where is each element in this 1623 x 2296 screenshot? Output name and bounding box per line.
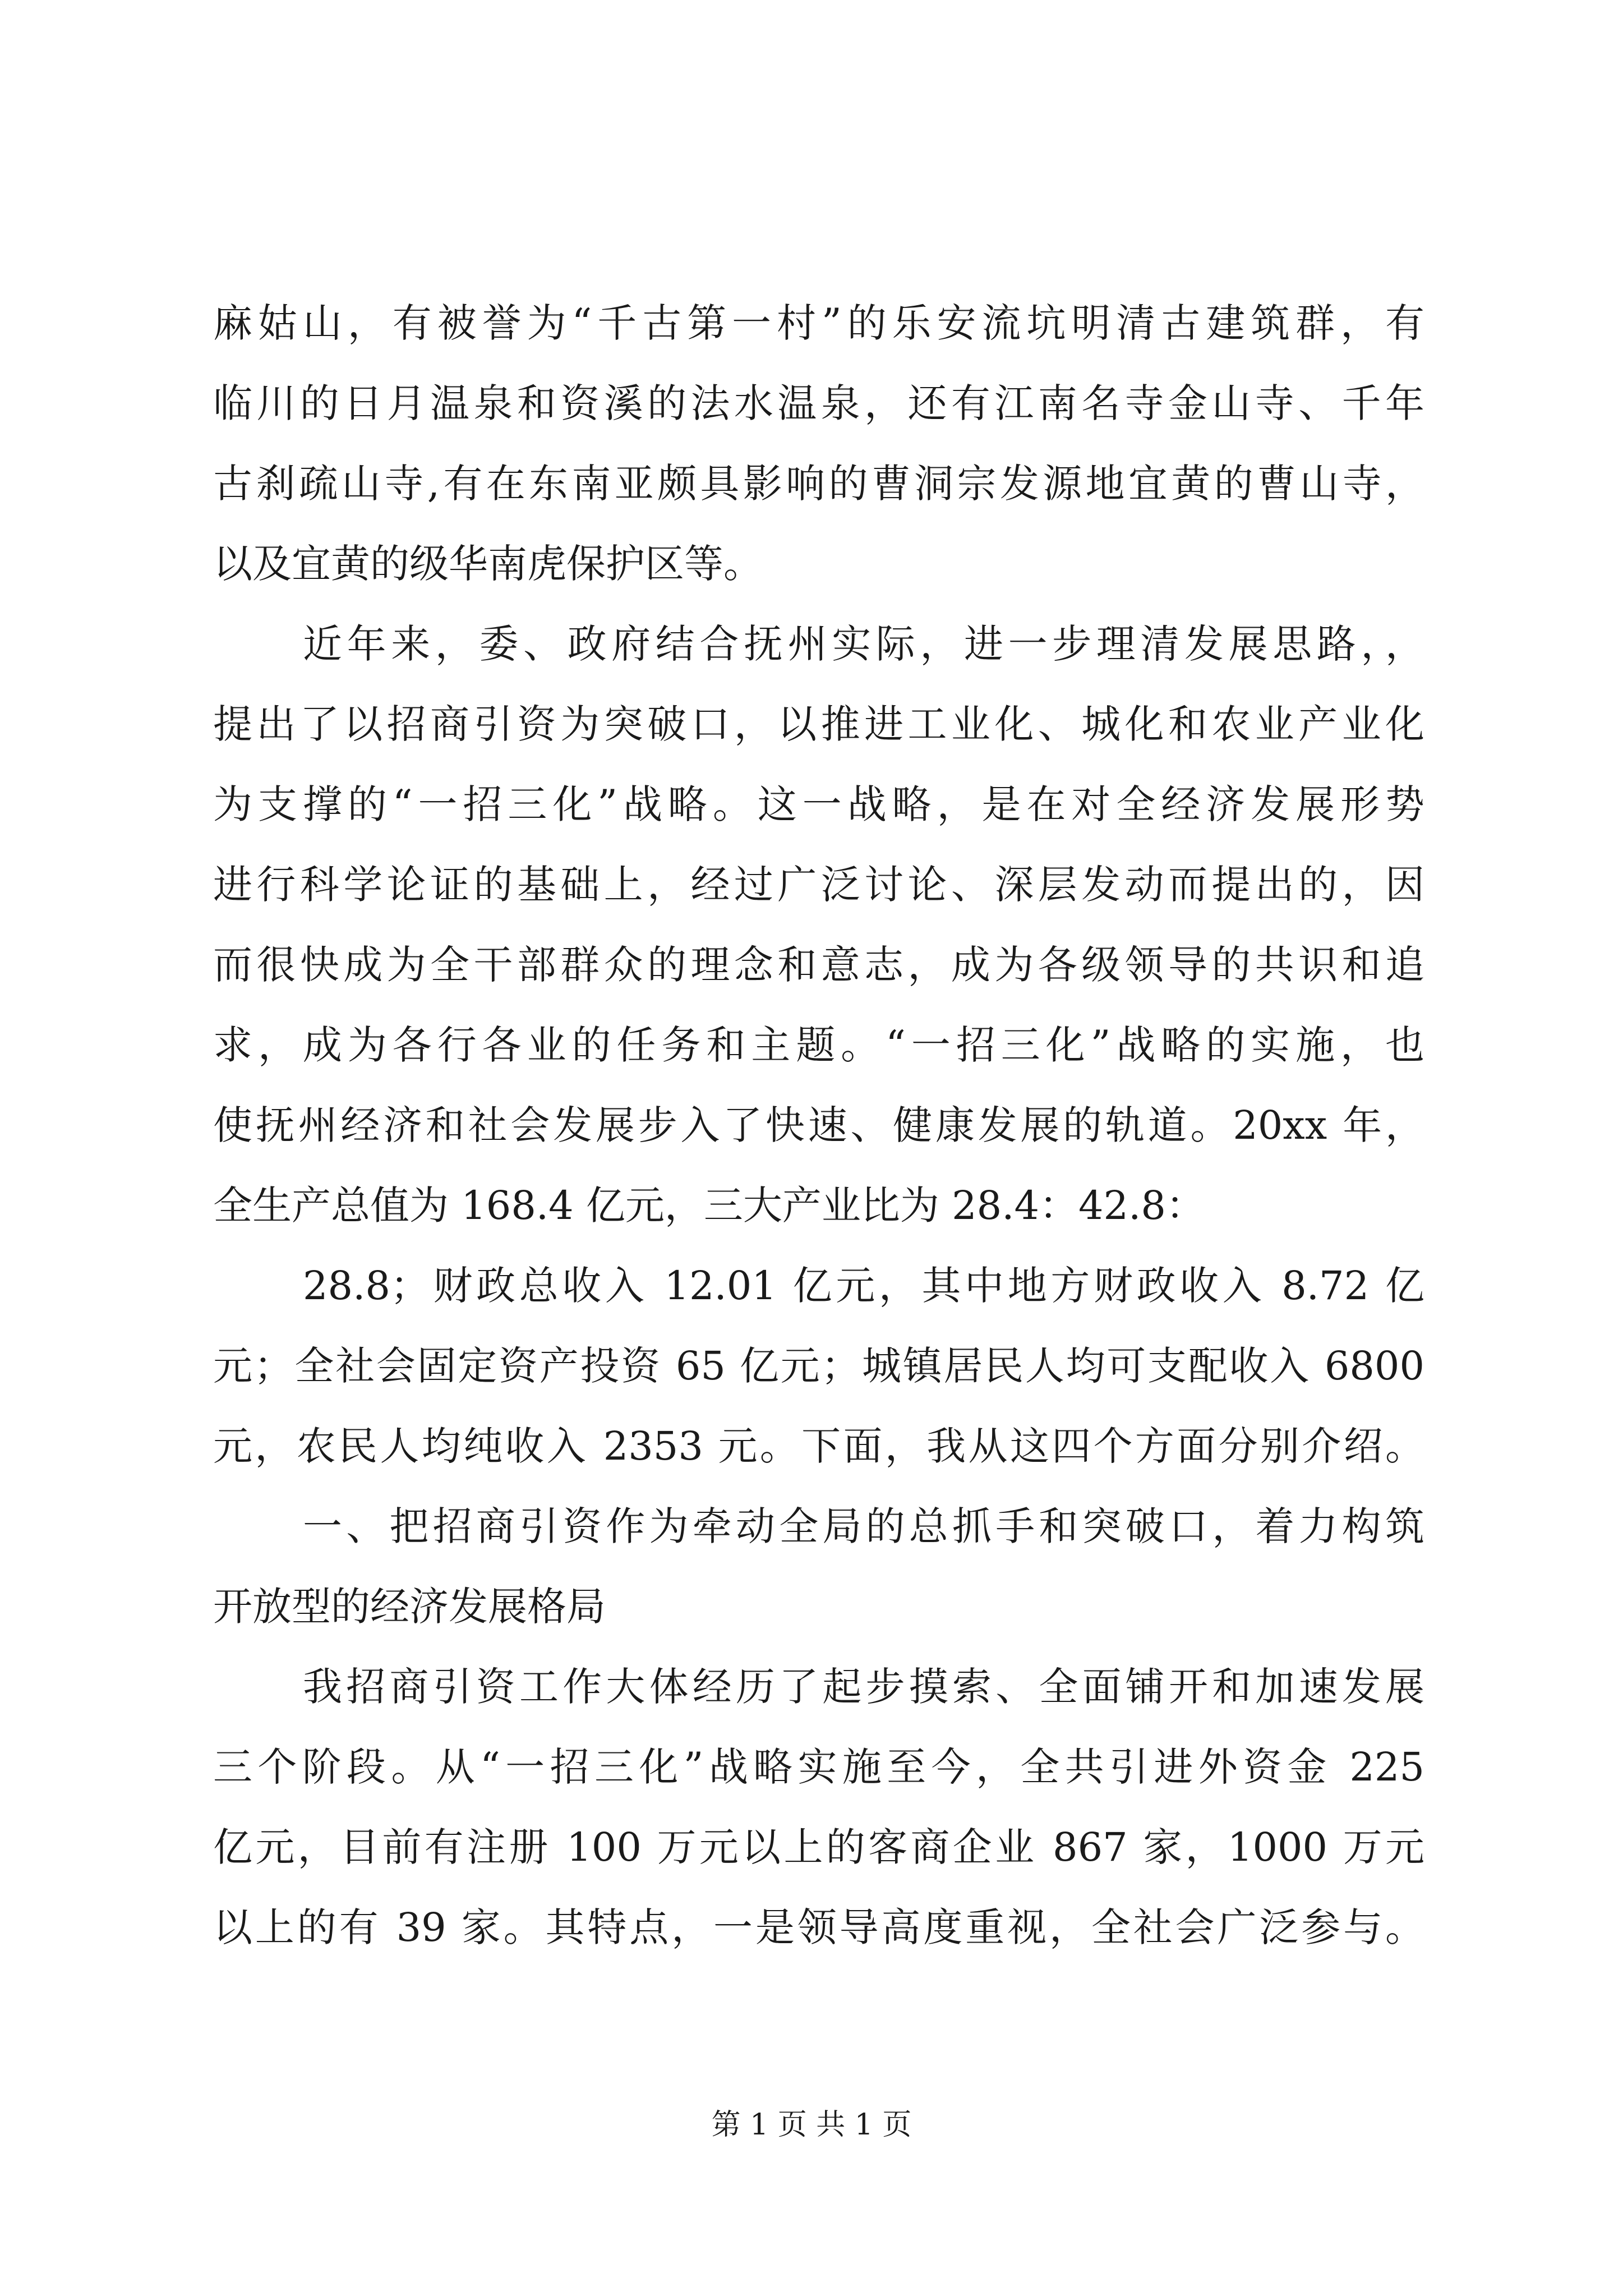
text-line: 一、把招商引资作为牵动全局的总抓手和突破口，着力构筑	[303, 1503, 1424, 1549]
text-line: 28.8；财政总收入 12.01 亿元，其中地方财政收入 8.72 亿	[303, 1263, 1424, 1309]
text-line: 而很快成为全干部群众的理念和意志，成为各级领导的共识和追	[213, 942, 1424, 988]
text-line: 求，成为各行各业的任务和主题。“一招三化”战略的实施，也	[213, 1022, 1424, 1068]
text-line: 进行科学论证的基础上，经过广泛讨论、深层发动而提出的，因	[213, 862, 1424, 908]
text-line: 使抚州经济和社会发展步入了快速、健康发展的轨道。20xx 年，	[213, 1102, 1424, 1148]
text-line: 临川的日月温泉和资溪的法水温泉，还有江南名寺金山寺、千年	[213, 380, 1424, 426]
text-line: 元，农民人均纯收入 2353 元。下面，我从这四个方面分别介绍。	[213, 1423, 1424, 1469]
text-line: 为支撑的“一招三化”战略。这一战略，是在对全经济发展形势	[213, 781, 1424, 827]
page-footer: 第 1 页 共 1 页	[711, 2108, 912, 2142]
text-line: 我招商引资工作大体经历了起步摸索、全面铺开和加速发展	[303, 1664, 1424, 1710]
text-line: 三个阶段。从“一招三化”战略实施至今，全共引进外资金 225	[213, 1744, 1424, 1790]
text-line: 全生产总值为 168.4 亿元，三大产业比为 28.4：42.8：	[213, 1182, 1205, 1228]
text-line: 元；全社会固定资产投资 65 亿元；城镇居民人均可支配收入 6800	[213, 1343, 1424, 1389]
document-body	[213, 283, 1424, 1968]
text-line: 以及宜黄的级华南虎保护区等。	[213, 541, 763, 587]
text-line: 提出了以招商引资为突破口，以推进工业化、城化和农业产业化	[213, 701, 1424, 747]
text-line: 麻姑山，有被誉为“千古第一村”的乐安流坑明清古建筑群，有	[213, 300, 1424, 346]
text-line: 亿元，目前有注册 100 万元以上的客商企业 867 家，1000 万元	[213, 1824, 1424, 1870]
text-line: 古刹疏山寺,有在东南亚颇具影响的曹洞宗发源地宜黄的曹山寺，	[213, 461, 1424, 507]
text-line: 近年来，委、政府结合抚州实际，进一步理清发展思路，，	[303, 621, 1424, 667]
text-line: 开放型的经济发展格局	[213, 1584, 606, 1630]
text-line: 以上的有 39 家。其特点，一是领导高度重视，全社会广泛参与。	[213, 1904, 1424, 1950]
